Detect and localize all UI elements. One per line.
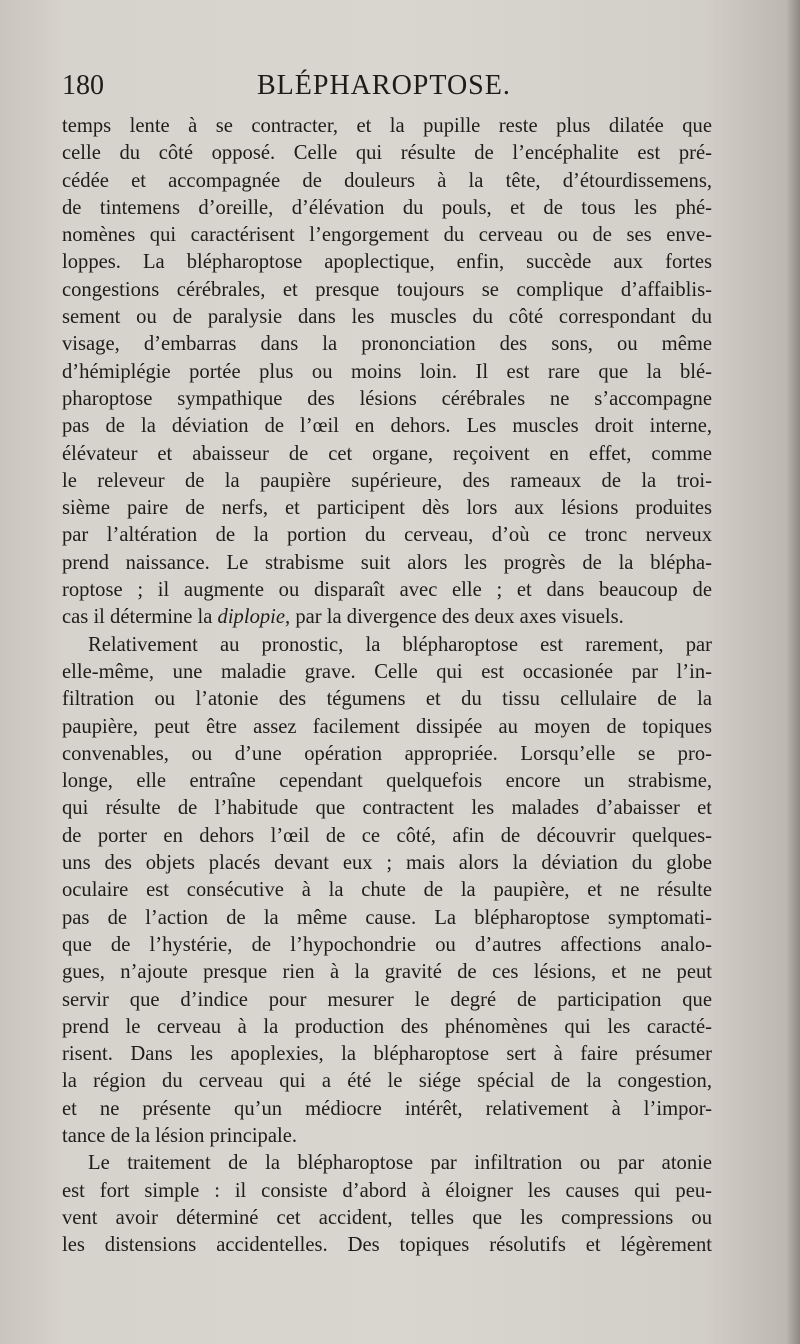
paragraph-first-line: Le traitement de la blépharoptose par infiltration ou par atonie — [88, 1152, 712, 1175]
text-line: pas de la déviation de l’œil en dehors. Les muscles droit interne, — [62, 415, 712, 438]
text-line: les distensions accidentelles. Des topiques résolutifs et légèrement — [62, 1234, 712, 1257]
text-run: , par la divergence des deux axes visuels. — [285, 606, 624, 629]
text-line: nomènes qui caractérisent l’engorgement du cerveau ou de ses enve- — [62, 224, 712, 247]
text-line: loppes. La blépharoptose apoplectique, enfin, succède aux fortes — [62, 251, 712, 274]
text-line: convenables, ou d’une opération appropriée. Lorsqu’elle se pro- — [62, 742, 712, 765]
paragraph-last-line: tance de la lésion principale. — [62, 1124, 298, 1147]
text-line: filtration ou l’atonie des tégumens et du tissu cellulaire de la — [62, 688, 712, 711]
text-line-with-italic — [62, 604, 712, 631]
paragraph-first-line: Relativement au pronostic, la blépharoptose est rarement, par — [88, 633, 712, 656]
text-line: oculaire est consécutive à la chute de la paupière, et ne résulte — [62, 879, 712, 902]
text-run: cas il détermine la — [62, 606, 218, 629]
text-line: servir que d’indice pour mesurer le degré de participation que — [62, 988, 712, 1011]
text-line: temps lente à se contracter, et la pupille reste plus dilatée que — [62, 115, 712, 137]
text-line: sième paire de nerfs, et participent dès lors aux lésions produites — [62, 497, 712, 520]
page-header — [62, 70, 712, 110]
text-line: vent avoir déterminé cet accident, telles que les compressions ou — [62, 1206, 712, 1229]
text-line: par l’altération de la portion du cerveau, d’où ce tronc nerveux — [62, 524, 712, 547]
text-line: risent. Dans les apoplexies, la blépharoptose sert à faire présumer — [62, 1043, 712, 1066]
text-line: le releveur de la paupière supérieure, des rameaux de la troi- — [62, 469, 712, 492]
text-line: pas de l’action de la même cause. La blépharoptose symptomati- — [62, 906, 712, 929]
text-line: élévateur et abaisseur de cet organe, reçoivent en effet, comme — [62, 442, 712, 465]
text-line: qui résulte de l’habitude que contractent les malades d’abaisser et — [62, 797, 712, 820]
text-line: uns des objets placés devant eux ; mais alors la déviation du globe — [62, 852, 712, 875]
text-line: celle du côté opposé. Celle qui résulte de l’encéphalite est pré- — [62, 142, 712, 165]
text-line: d’hémiplégie portée plus ou moins loin. Il est rare que la blé- — [62, 360, 712, 383]
text-line: elle-même, une maladie grave. Celle qui est occasionée par l’in- — [62, 660, 712, 683]
page-number: 180 — [62, 70, 104, 101]
italic-term: diplopie — [217, 606, 286, 629]
text-line: la région du cerveau qui a été le siége spécial de la congestion, — [62, 1070, 712, 1093]
text-line: congestions cérébrales, et presque toujours se complique d’affaiblis- — [62, 278, 712, 301]
text-line: longe, elle entraîne cependant quelquefois encore un strabisme, — [62, 770, 712, 793]
running-title: BLÉPHAROPTOSE. — [257, 70, 511, 101]
text-line: de porter en dehors l’œil de ce côté, afin de découvrir quelques- — [62, 824, 712, 847]
text-line: visage, d’embarras dans la prononciation des sons, ou même — [62, 333, 712, 356]
page-edge-shadow — [786, 0, 800, 1344]
text-line: est fort simple : il consiste d’abord à éloigner les causes qui peu- — [62, 1179, 712, 1202]
text-line: et ne présente qu’un médiocre intérêt, relativement à l’impor- — [62, 1097, 712, 1120]
text-line: cédée et accompagnée de douleurs à la tête, d’étourdissemens, — [62, 169, 712, 192]
text-line: sement ou de paralysie dans les muscles du côté correspondant du — [62, 306, 712, 329]
text-line: que de l’hystérie, de l’hypochondrie ou d’autres affections analo- — [62, 933, 712, 956]
text-line: paupière, peut être assez facilement dissipée au moyen de topiques — [62, 715, 712, 738]
text-line: pharoptose sympathique des lésions cérébrales ne s’accompagne — [62, 387, 712, 410]
text-line: de tintemens d’oreille, d’élévation du pouls, et de tous les phé- — [62, 196, 712, 219]
body-text — [62, 113, 712, 1259]
text-line: roptose ; il augmente ou disparaît avec elle ; et dans beaucoup de — [62, 579, 712, 602]
text-line: prend naissance. Le strabisme suit alors les progrès de la blépha- — [62, 551, 712, 574]
text-line: gues, n’ajoute presque rien à la gravité de ces lésions, et ne peut — [62, 961, 712, 984]
text-line: prend le cerveau à la production des phénomènes qui les caracté- — [62, 1015, 712, 1038]
